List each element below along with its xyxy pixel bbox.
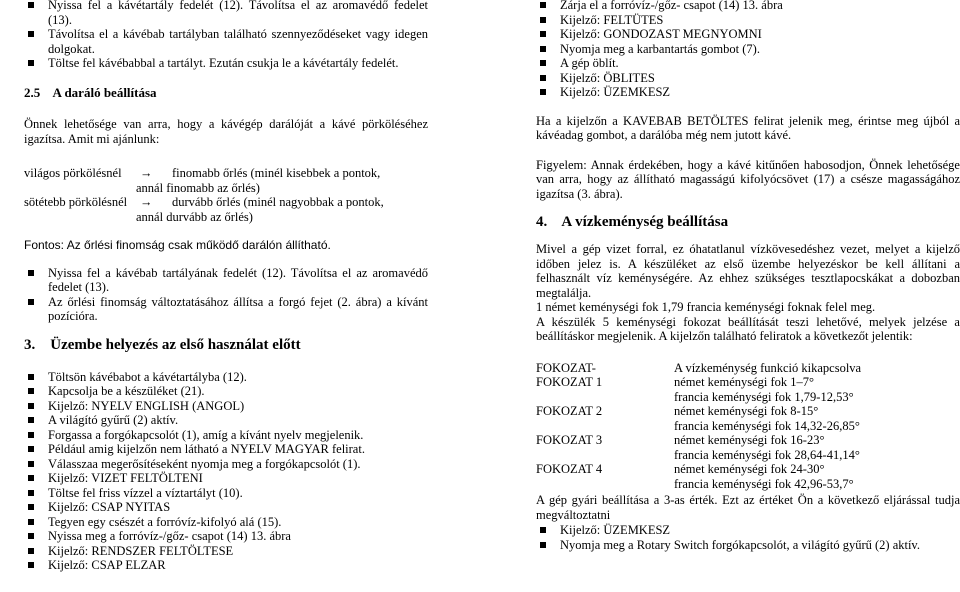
hardness-table [536,361,960,492]
hardness-value: német keménységi fok 8-15° [674,404,819,418]
arrow-right-icon: → [140,195,153,209]
section-4-para-3: A készülék 5 keménységi fokozat beállítását teszi lehetővé, melyek jelzése a beállításkor megjelenik. A kijelzőn található feliratok a következőt jelentik: [536,314,960,343]
table-row [536,448,960,463]
hardness-value: francia keménységi fok 42,96-53,7° [674,476,854,491]
attention-note: Figyelem: Annak érdekében, hogy a kávé kitűnően habosodjon, Önnek lehetősége van arra, hogy az állítható magasságú kifolyócsövet (17) a csésze magasságához igazítsa (3. ábra). [536,157,960,201]
list-item: Nyissa fel a kávébab tartályának fedelét (12). Távolítsa el az aromavédő fedelet (13). [24,266,428,295]
table-row [536,462,960,477]
list-item: Például amig kijelzőn nem látható a NYELV MAGYAR felirat. [24,442,428,457]
list-item: Kijelző: ÜZEMKESZ [536,523,960,538]
list-item: A gép öblít. [536,56,960,71]
list-item: Kapcsolja be a készüléket (21). [24,384,428,399]
list-item: Válasszaa megerősítéseként nyomja meg a forgókapcsolót (1). [24,457,428,472]
section-4-para-2: 1 német keménységi fok 1,79 francia keménységi foknak felel meg. [536,300,876,314]
section-2-5-heading: 2.5 A daráló beállítása [24,84,157,100]
list-item: Nyissa meg a forróvíz-/gőz- csapot (14) 13. ábra [24,529,428,544]
list-item: Nyomja meg a karbantartás gombot (7). [536,42,960,57]
hardness-level-label: FOKOZAT 4 [536,462,603,476]
important-note: Fontos: Az őrlési finomság csak működő darálón állítható. [24,238,331,252]
list-item: A világító gyűrű (2) aktív. [24,413,428,428]
list-item: Kijelző: VIZET FELTÖLTENI [24,471,428,486]
roast-light-label: világos pörkölésnél [24,166,122,180]
list-item: Az őrlési finomság változtatásához állítsa a forgó fejet (2. ábra) a kívánt pozícióra. [24,295,428,324]
list-item: Kijelző: RENDSZER FELTÖLTESE [24,544,428,559]
grinder-bullets-top [24,0,428,71]
roast-light-desc-2: annál finomabb az őrlés) [136,180,260,195]
roast-recommendations [24,166,428,224]
change-steps-list [536,523,960,552]
list-item: Töltse fel kávébabbal a tartályt. Ezután csukja le a kávétartály fedelét. [24,56,428,71]
hardness-level-label: FOKOZAT 2 [536,404,603,418]
list-item: Kijelző: FELTÜTES [536,13,960,28]
table-row [536,477,960,492]
hardness-level-label: FOKOZAT 1 [536,375,603,389]
hardness-value: német keménységi fok 16-23° [674,433,825,447]
list-item: Kijelző: ÜZEMKESZ [536,85,960,100]
section-4-para-1: Mivel a gép vizet forral, ez óhatatlanul vízkövesedéshez vezet, melyet a kijelző időben jelez is. A készüléket az első üzembe helyezéskor be kell állítani a felhasznált víz keménységére. Az ehhez szükséges tesztlapocskákat a dobozban megtalálja. [536,242,960,300]
roast-dark-label: sötétebb pörkölésnél [24,195,128,209]
list-item: Kijelző: CSAP ELZAR [24,558,428,573]
roast-dark-row [24,195,428,224]
roast-light-desc-1: finomabb őrlés (minél kisebbek a pontok, [172,166,381,180]
rinse-steps-list [536,0,960,100]
hardness-value: német keménységi fok 1–7° [674,375,815,389]
grinder-bullets-mid [24,266,428,324]
roast-dark-desc-1: durvább őrlés (minél nagyobbak a pontok, [172,195,384,209]
table-row [536,390,960,405]
roast-light-row [24,166,428,195]
table-row [536,404,960,419]
section-2-5-intro: Önnek lehetősége van arra, hogy a kávégép darálóját a kávé pörköléséhez igazítsa. Amit mi ajánlunk: [24,117,428,146]
list-item: Kijelző: GONDOZAST MEGNYOMNI [536,27,960,42]
coffee-bean-note: Ha a kijelzőn a KAVEBAB BETÖLTES felirat jelenik meg, érintse meg újból a kávéadag gombot, a darálóba még nem jutott kávé. [536,113,960,142]
hardness-level-label: FOKOZAT- [536,360,596,375]
list-item: Kijelző: CSAP NYITAS [24,500,428,515]
list-item: Töltse fel friss vízzel a víztartályt (10). [24,486,428,501]
list-item: Kijelző: ÖBLITES [536,71,960,86]
list-item: Kijelző: NYELV ENGLISH (ANGOL) [24,399,428,414]
factory-default-note: A gép gyári beállítása a 3-as érték. Ezt az értéket Ön a következő eljárással tudja megváltoztatni [536,493,960,522]
left-column [24,0,428,573]
list-item: Zárja el a forróvíz-/gőz- csapot (14) 13. ábra [536,0,960,13]
table-row [536,433,960,448]
hardness-level-label [536,419,674,434]
list-item: Tegyen egy csészét a forróvíz-kifolyó alá (15). [24,515,428,530]
table-row [536,375,960,390]
hardness-value: francia keménységi fok 28,64-41,14° [674,447,860,462]
hardness-value: német keménységi fok 24-30° [674,462,825,476]
right-column [536,0,960,552]
hardness-level-label: FOKOZAT 3 [536,433,603,447]
hardness-value: francia keménységi fok 1,79-12,53° [674,389,854,404]
roast-dark-desc-2: annál durvább az őrlés) [136,209,253,224]
table-row [536,419,960,434]
hardness-value: A vízkeménység funkció kikapcsolva [674,360,862,375]
setup-steps-list [24,370,428,573]
hardness-value: francia keménységi fok 14,32-26,85° [674,418,860,433]
list-item: Nyissa fel a kávétartály fedelét (12). Távolítsa el az aromavédő fedelet (13). [24,0,428,27]
arrow-right-icon: → [140,166,153,180]
list-item: Töltsön kávébabot a kávétartályba (12). [24,370,428,385]
list-item: Nyomja meg a Rotary Switch forgókapcsolót, a világító gyűrű (2) aktív. [536,538,960,553]
table-row [536,361,960,376]
list-item: Forgassa a forgókapcsolót (1), amíg a kívánt nyelv megjelenik. [24,428,428,443]
hardness-level-label [536,390,674,405]
list-item: Távolítsa el a kávébab tartályban található szennyeződéseket vagy idegen dolgokat. [24,27,428,56]
section-3-heading: 3. Üzembe helyezés az első használat előtt [24,336,301,353]
section-4-heading: 4. A vízkeménység beállítása [536,214,729,230]
hardness-level-label [536,477,674,492]
hardness-level-label [536,448,674,463]
